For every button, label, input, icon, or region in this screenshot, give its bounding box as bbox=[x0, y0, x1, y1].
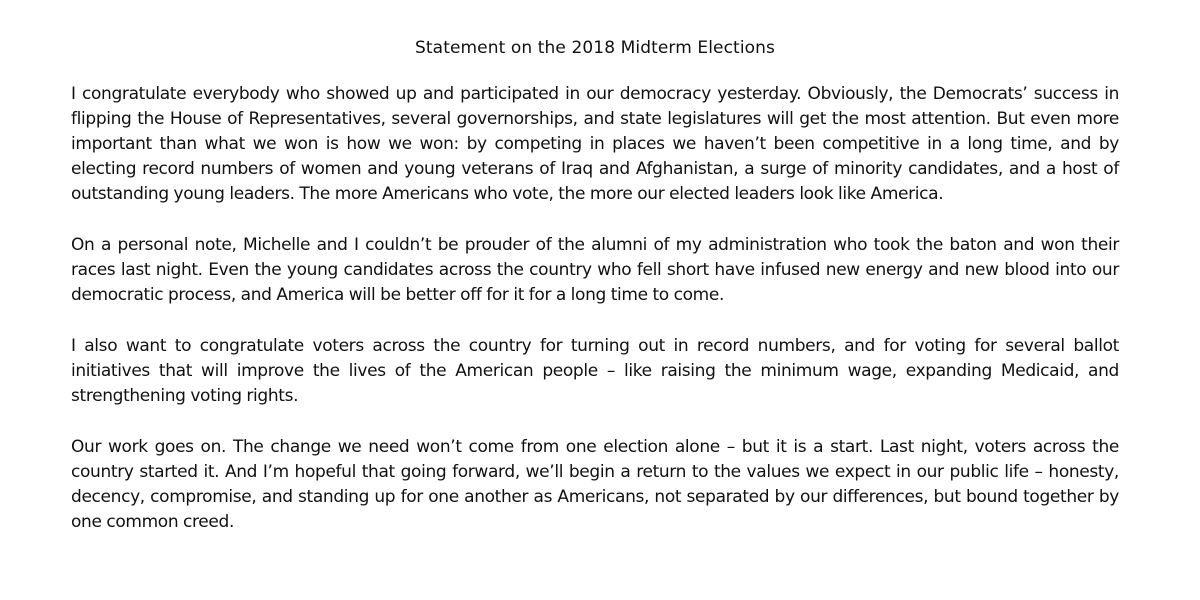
paragraph-congratulations: I congratulate everybody who showed up and participated in our democracy yesterday. Obviously, the Democrats’ success in flipping the House of Representatives, several governorships, and state legislatures will get the most attention. But even more important than what we won is how we won: by competing in places we haven’t been competitive in a long time, and by electing record numbers of women and young veterans of Iraq and Afghanistan, a surge of minority candidates, and a host of outstanding young leaders. The more Americans who vote, the more our elected leaders look like America. bbox=[71, 84, 1119, 204]
paragraph-voters: I also want to congratulate voters across the country for turning out in record numbers, and for voting for several ballot initiatives that will improve the lives of the American people – like raising the minimum wage, expanding Medicaid, and strengthening voting rights. bbox=[71, 336, 1119, 406]
paragraph-personal-note: On a personal note, Michelle and I couldn’t be prouder of the alumni of my administration who took the baton and won their races last night. Even the young candidates across the country who fell short have infused new energy and new blood into our democratic process, and America will be better off for it for a long time to come. bbox=[71, 235, 1119, 305]
paragraph-work-goes-on: Our work goes on. The change we need won’t come from one election alone – but it is a start. Last night, voters across the country started it. And I’m hopeful that going forward, we’ll begin a return to the values we expect in our public life – honesty, decency, compromise, and standing up for one another as Americans, not separated by our differences, but bound together by one common creed. bbox=[71, 437, 1119, 532]
document-title: Statement on the 2018 Midterm Elections bbox=[415, 38, 775, 58]
statement-document bbox=[71, 36, 1119, 561]
